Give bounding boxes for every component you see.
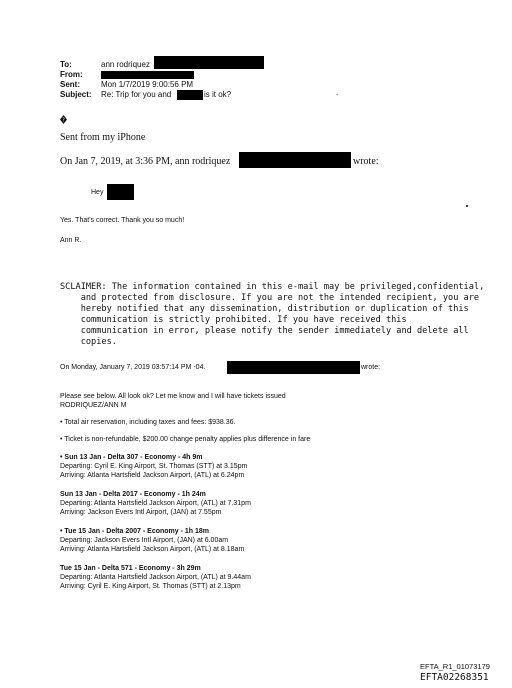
flight-1-arriving: Arriving: Atlanta Hartsfield Jackson Airport, (ATL) at 6.24pm xyxy=(60,472,245,479)
bullet-ticket: • Ticket is non-refundable, $200.00 change penalty applies plus difference in fare xyxy=(60,436,311,443)
svg-text:?: ? xyxy=(62,117,65,124)
quote-intro-prefix: On Jan 7, 2019, at 3:36 PM, ann rodriquez xyxy=(60,156,231,167)
subject-prefix: Re: Trip for you and xyxy=(101,90,172,99)
subject-suffix: is it ok? xyxy=(204,90,232,99)
flight-1-title-text: Sun 13 Jan - Delta 307 - Economy - 4h 9m xyxy=(64,454,203,461)
flight-4-departing: Departing: Atlanta Hartsfield Jackson Airport, (ATL) at 9.44am xyxy=(60,574,251,581)
replacement-char-icon xyxy=(60,111,67,124)
flight-4-title: Tue 15 Jan - Delta 571 - Economy - 3h 29m xyxy=(60,565,201,572)
redaction-from xyxy=(101,71,194,79)
subject-label: Subject: xyxy=(60,90,92,99)
flight-4-arriving: Arriving: Cyril E. King Airport, St. Thomas (STT) at 2.13pm xyxy=(60,583,241,590)
redaction-quote-email xyxy=(239,152,351,168)
footer-ref-large: EFTA02268351 xyxy=(420,672,489,683)
to-label: To: xyxy=(60,60,72,69)
second-quote-suffix: wrote: xyxy=(361,364,381,371)
flight-3-title: • Tue 15 Jan - Delta 2007 - Economy - 1h 18m xyxy=(60,528,209,535)
quote-intro-suffix: wrote: xyxy=(353,156,379,167)
reply-line: Yes. That's correct. Thank you so much! xyxy=(60,217,185,224)
disclaimer-line-2: and protected from disclosure. If you are not the intended recipient, you are xyxy=(60,293,480,303)
redaction-second-quote-email xyxy=(227,361,360,374)
flight-2-title: Sun 13 Jan - Delta 2017 - Economy - 1h 24m xyxy=(60,491,206,498)
second-quote-prefix: On Monday, January 7, 2019 03:57:14 PM -04. xyxy=(60,364,206,371)
flight-3-title-text: Tue 15 Jan - Delta 2007 - Economy - 1h 18m xyxy=(64,528,209,535)
please-see-line: Please see below. All look ok? Let me know and I will have tickets issued xyxy=(60,393,286,400)
from-label: From: xyxy=(60,70,83,79)
disclaimer-line-1: SCLAIMER: The information contained in this e-mail may be privileged,confidential, xyxy=(60,282,485,292)
disclaimer-line-6: copies. xyxy=(60,337,117,347)
disclaimer-line-5: communication in error, please notify the sender immediately and delete all xyxy=(60,326,469,336)
sent-from-line: Sent from my iPhone xyxy=(60,132,146,143)
redaction-to xyxy=(154,56,264,69)
greeting: Hey xyxy=(91,189,104,196)
signoff: Ann R. xyxy=(60,237,82,244)
redaction-subject xyxy=(177,90,203,100)
flight-2-arriving: Arriving: Jackson Evers Intl Airport, (JAN) at 7.55pm xyxy=(60,509,222,516)
redaction-greeting-name xyxy=(107,184,134,200)
bullet-ticket-text: Ticket is non-refundable, $200.00 change penalty applies plus difference in fare xyxy=(64,436,311,443)
flight-1-departing: Departing: Cyril E. King Airport, St. Thomas (STT) at 3.15pm xyxy=(60,463,248,470)
flight-3-departing: Departing: Jackson Evers Intl Airport, (JAN) at 6.00am xyxy=(60,537,229,544)
stray-dot: . xyxy=(336,88,339,97)
footer-ref-small: EFTA_R1_01073179 xyxy=(420,662,490,671)
flight-1-title: • Sun 13 Jan - Delta 307 - Economy - 4h 9m xyxy=(60,454,203,461)
flight-3-arriving: Arriving: Atlanta Hartsfield Jackson Airport, (ATL) at 8.18am xyxy=(60,546,245,553)
sent-value: Mon 1/7/2019 9:00:56 PM xyxy=(101,80,194,89)
to-value: ann rodriquez xyxy=(101,60,150,69)
disclaimer-line-3: hereby notified that any dissemination, distribution or duplication of this xyxy=(60,304,469,314)
bullet-total: • Total air reservation, including taxes and fees: $938.36. xyxy=(60,419,236,426)
sent-label: Sent: xyxy=(60,80,80,89)
stray-mark xyxy=(466,205,468,207)
disclaimer-line-4: communication is strictly prohibited. If you have received this xyxy=(60,315,407,325)
bullet-total-text: Total air reservation, including taxes and fees: $938.36. xyxy=(64,419,236,426)
flight-2-departing: Departing: Atlanta Hartsfield Jackson Airport, (ATL) at 7.31pm xyxy=(60,500,251,507)
passenger-name: RODRIQUEZ/ANN M xyxy=(60,402,127,409)
